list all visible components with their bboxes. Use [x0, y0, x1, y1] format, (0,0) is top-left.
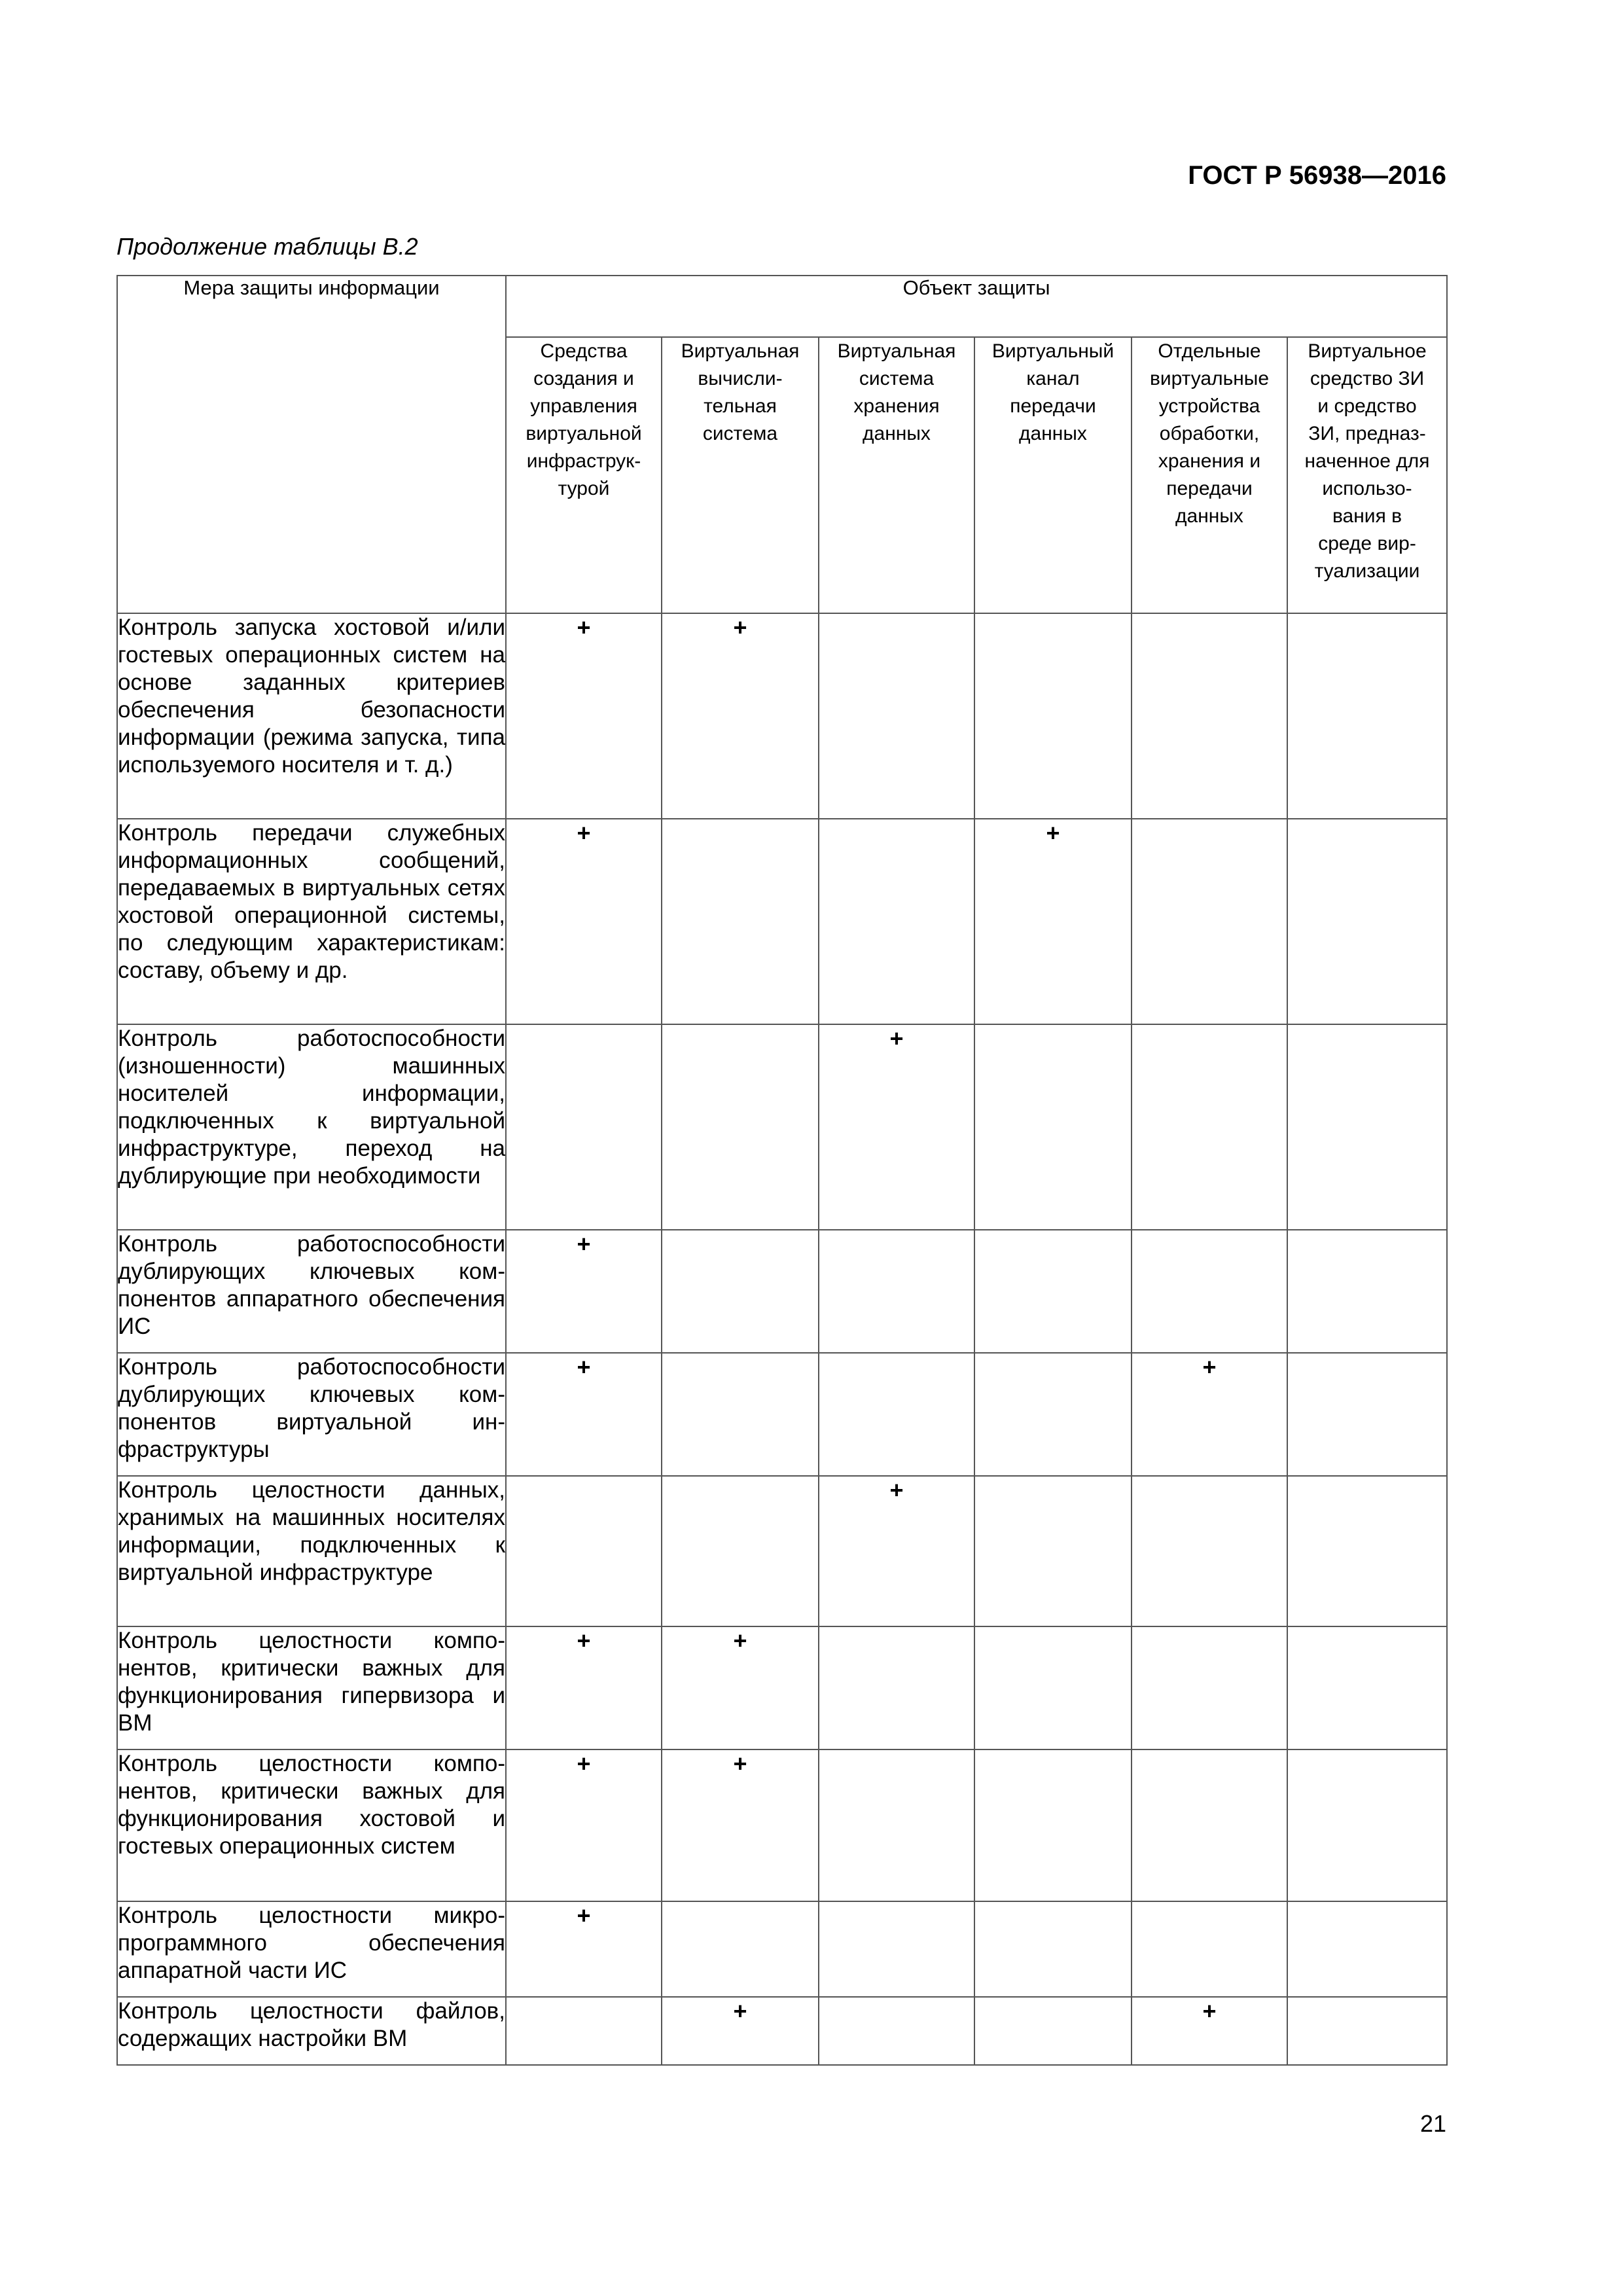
- table-row: [117, 1901, 1447, 1997]
- applicability-cell: [1287, 1626, 1447, 1749]
- measure-cell: Контроль запуска хостовой и/или гостевых операционных систем на основе заданных критериев обеспечения безопасности информации (режима запуска, типа используемого носителя и т. д.): [117, 613, 506, 819]
- column-header: Виртуальная вычисли- тельная система: [662, 337, 819, 613]
- column-header: Виртуальная система хранения данных: [819, 337, 974, 613]
- applicability-cell: [974, 1901, 1132, 1997]
- table-row: [117, 1626, 1447, 1749]
- applicability-cell: [1132, 1230, 1287, 1353]
- applicability-cell: [1132, 1901, 1287, 1997]
- applicability-cell: [1287, 1476, 1447, 1626]
- applicability-cell: [974, 1024, 1132, 1230]
- applicability-cell: +: [819, 1476, 974, 1626]
- measure-cell: Контроль целостности файлов, содержащих настройки ВМ: [117, 1997, 506, 2065]
- applicability-cell: +: [506, 1626, 662, 1749]
- applicability-cell: [819, 1997, 974, 2065]
- applicability-cell: [662, 1901, 819, 1997]
- applicability-cell: +: [506, 1230, 662, 1353]
- column-header: Средства создания и управления виртуальной инфраструк- турой: [506, 337, 662, 613]
- applicability-cell: +: [662, 1626, 819, 1749]
- applicability-cell: [506, 1997, 662, 2065]
- applicability-cell: [974, 1476, 1132, 1626]
- measure-cell: Контроль работоспособности дублирующих ключевых компонентов виртуальной инфраструктуры: [117, 1353, 506, 1476]
- measure-cell: Контроль целостности микропрограммного обеспечения аппаратной части ИС: [117, 1901, 506, 1997]
- applicability-cell: +: [819, 1024, 974, 1230]
- applicability-cell: [662, 1230, 819, 1353]
- applicability-cell: +: [662, 1749, 819, 1901]
- applicability-cell: [974, 613, 1132, 819]
- applicability-cell: +: [506, 819, 662, 1024]
- column-header: Виртуальное средство ЗИ и средство ЗИ, предназ- наченное для использо- вания в среде вир- туализации: [1287, 337, 1447, 613]
- protection-object-header: Объект защиты: [506, 276, 1447, 337]
- table-row: [117, 1230, 1447, 1353]
- applicability-cell: [1287, 1230, 1447, 1353]
- applicability-cell: [662, 819, 819, 1024]
- measure-cell: Контроль целостности компонентов, критически важных для функционирования гипервизора и ВМ: [117, 1626, 506, 1749]
- column-header: Отдельные виртуальные устройства обработки, хранения и передачи данных: [1132, 337, 1287, 613]
- measure-cell: Контроль целостности данных, хранимых на машинных носителях информации, подключенных к виртуальной инфраструктуре: [117, 1476, 506, 1626]
- applicability-cell: [1132, 819, 1287, 1024]
- applicability-cell: [974, 1749, 1132, 1901]
- applicability-cell: +: [662, 613, 819, 819]
- applicability-cell: +: [1132, 1997, 1287, 2065]
- applicability-cell: +: [506, 1901, 662, 1997]
- measure-cell: Контроль передачи служебных информационных сообщений, передаваемых в виртуальных сетях хостовой операционной системы, по следующим характеристикам: составу, объему и др.: [117, 819, 506, 1024]
- table-caption: Продолжение таблицы В.2: [116, 233, 418, 260]
- applicability-cell: +: [506, 1353, 662, 1476]
- applicability-cell: [819, 1749, 974, 1901]
- applicability-cell: [974, 1997, 1132, 2065]
- applicability-cell: [1287, 1901, 1447, 1997]
- applicability-cell: [506, 1024, 662, 1230]
- measure-cell: Контроль целостности компонентов, критически важных для функционирования хостовой и гостевых операционных систем: [117, 1749, 506, 1901]
- applicability-cell: [974, 1230, 1132, 1353]
- applicability-cell: [662, 1353, 819, 1476]
- applicability-cell: [1287, 819, 1447, 1024]
- table-row: [117, 1997, 1447, 2065]
- applicability-cell: [819, 613, 974, 819]
- page-number: 21: [1419, 2110, 1446, 2137]
- applicability-cell: [1287, 613, 1447, 819]
- applicability-cell: [662, 1476, 819, 1626]
- applicability-cell: +: [1132, 1353, 1287, 1476]
- applicability-cell: +: [506, 613, 662, 819]
- applicability-cell: [1132, 1626, 1287, 1749]
- applicability-cell: [819, 1626, 974, 1749]
- table-row: [117, 819, 1447, 1024]
- applicability-cell: [974, 1626, 1132, 1749]
- applicability-cell: [662, 1024, 819, 1230]
- applicability-cell: +: [974, 819, 1132, 1024]
- applicability-cell: [1132, 1024, 1287, 1230]
- applicability-cell: [819, 1353, 974, 1476]
- applicability-cell: [1287, 1997, 1447, 2065]
- applicability-cell: [1287, 1024, 1447, 1230]
- table-row: [117, 1024, 1447, 1230]
- applicability-cell: [1132, 1476, 1287, 1626]
- applicability-cell: +: [662, 1997, 819, 2065]
- applicability-cell: [506, 1476, 662, 1626]
- applicability-cell: [1132, 1749, 1287, 1901]
- applicability-cell: [974, 1353, 1132, 1476]
- measure-column-header: Мера защиты информации: [117, 276, 506, 613]
- applicability-cell: [1287, 1353, 1447, 1476]
- measure-cell: Контроль работоспособности (изношенности) машинных носителей информации, подключенных к виртуальной инфраструктуре, переход на дублирующие при необходимости: [117, 1024, 506, 1230]
- measure-cell: Контроль работоспособности дублирующих ключевых компонентов аппаратного обеспечения ИС: [117, 1230, 506, 1353]
- column-header: Виртуальный канал передачи данных: [974, 337, 1132, 613]
- protection-measures-table: [116, 275, 1448, 2066]
- table-row: [117, 1476, 1447, 1626]
- table-row: [117, 1353, 1447, 1476]
- applicability-cell: [1287, 1749, 1447, 1901]
- applicability-cell: [1132, 613, 1287, 819]
- table-row: [117, 613, 1447, 819]
- standard-number: ГОСТ Р 56938—2016: [1188, 161, 1446, 190]
- applicability-cell: [819, 819, 974, 1024]
- applicability-cell: +: [506, 1749, 662, 1901]
- table-row: [117, 1749, 1447, 1901]
- applicability-cell: [819, 1230, 974, 1353]
- applicability-cell: [819, 1901, 974, 1997]
